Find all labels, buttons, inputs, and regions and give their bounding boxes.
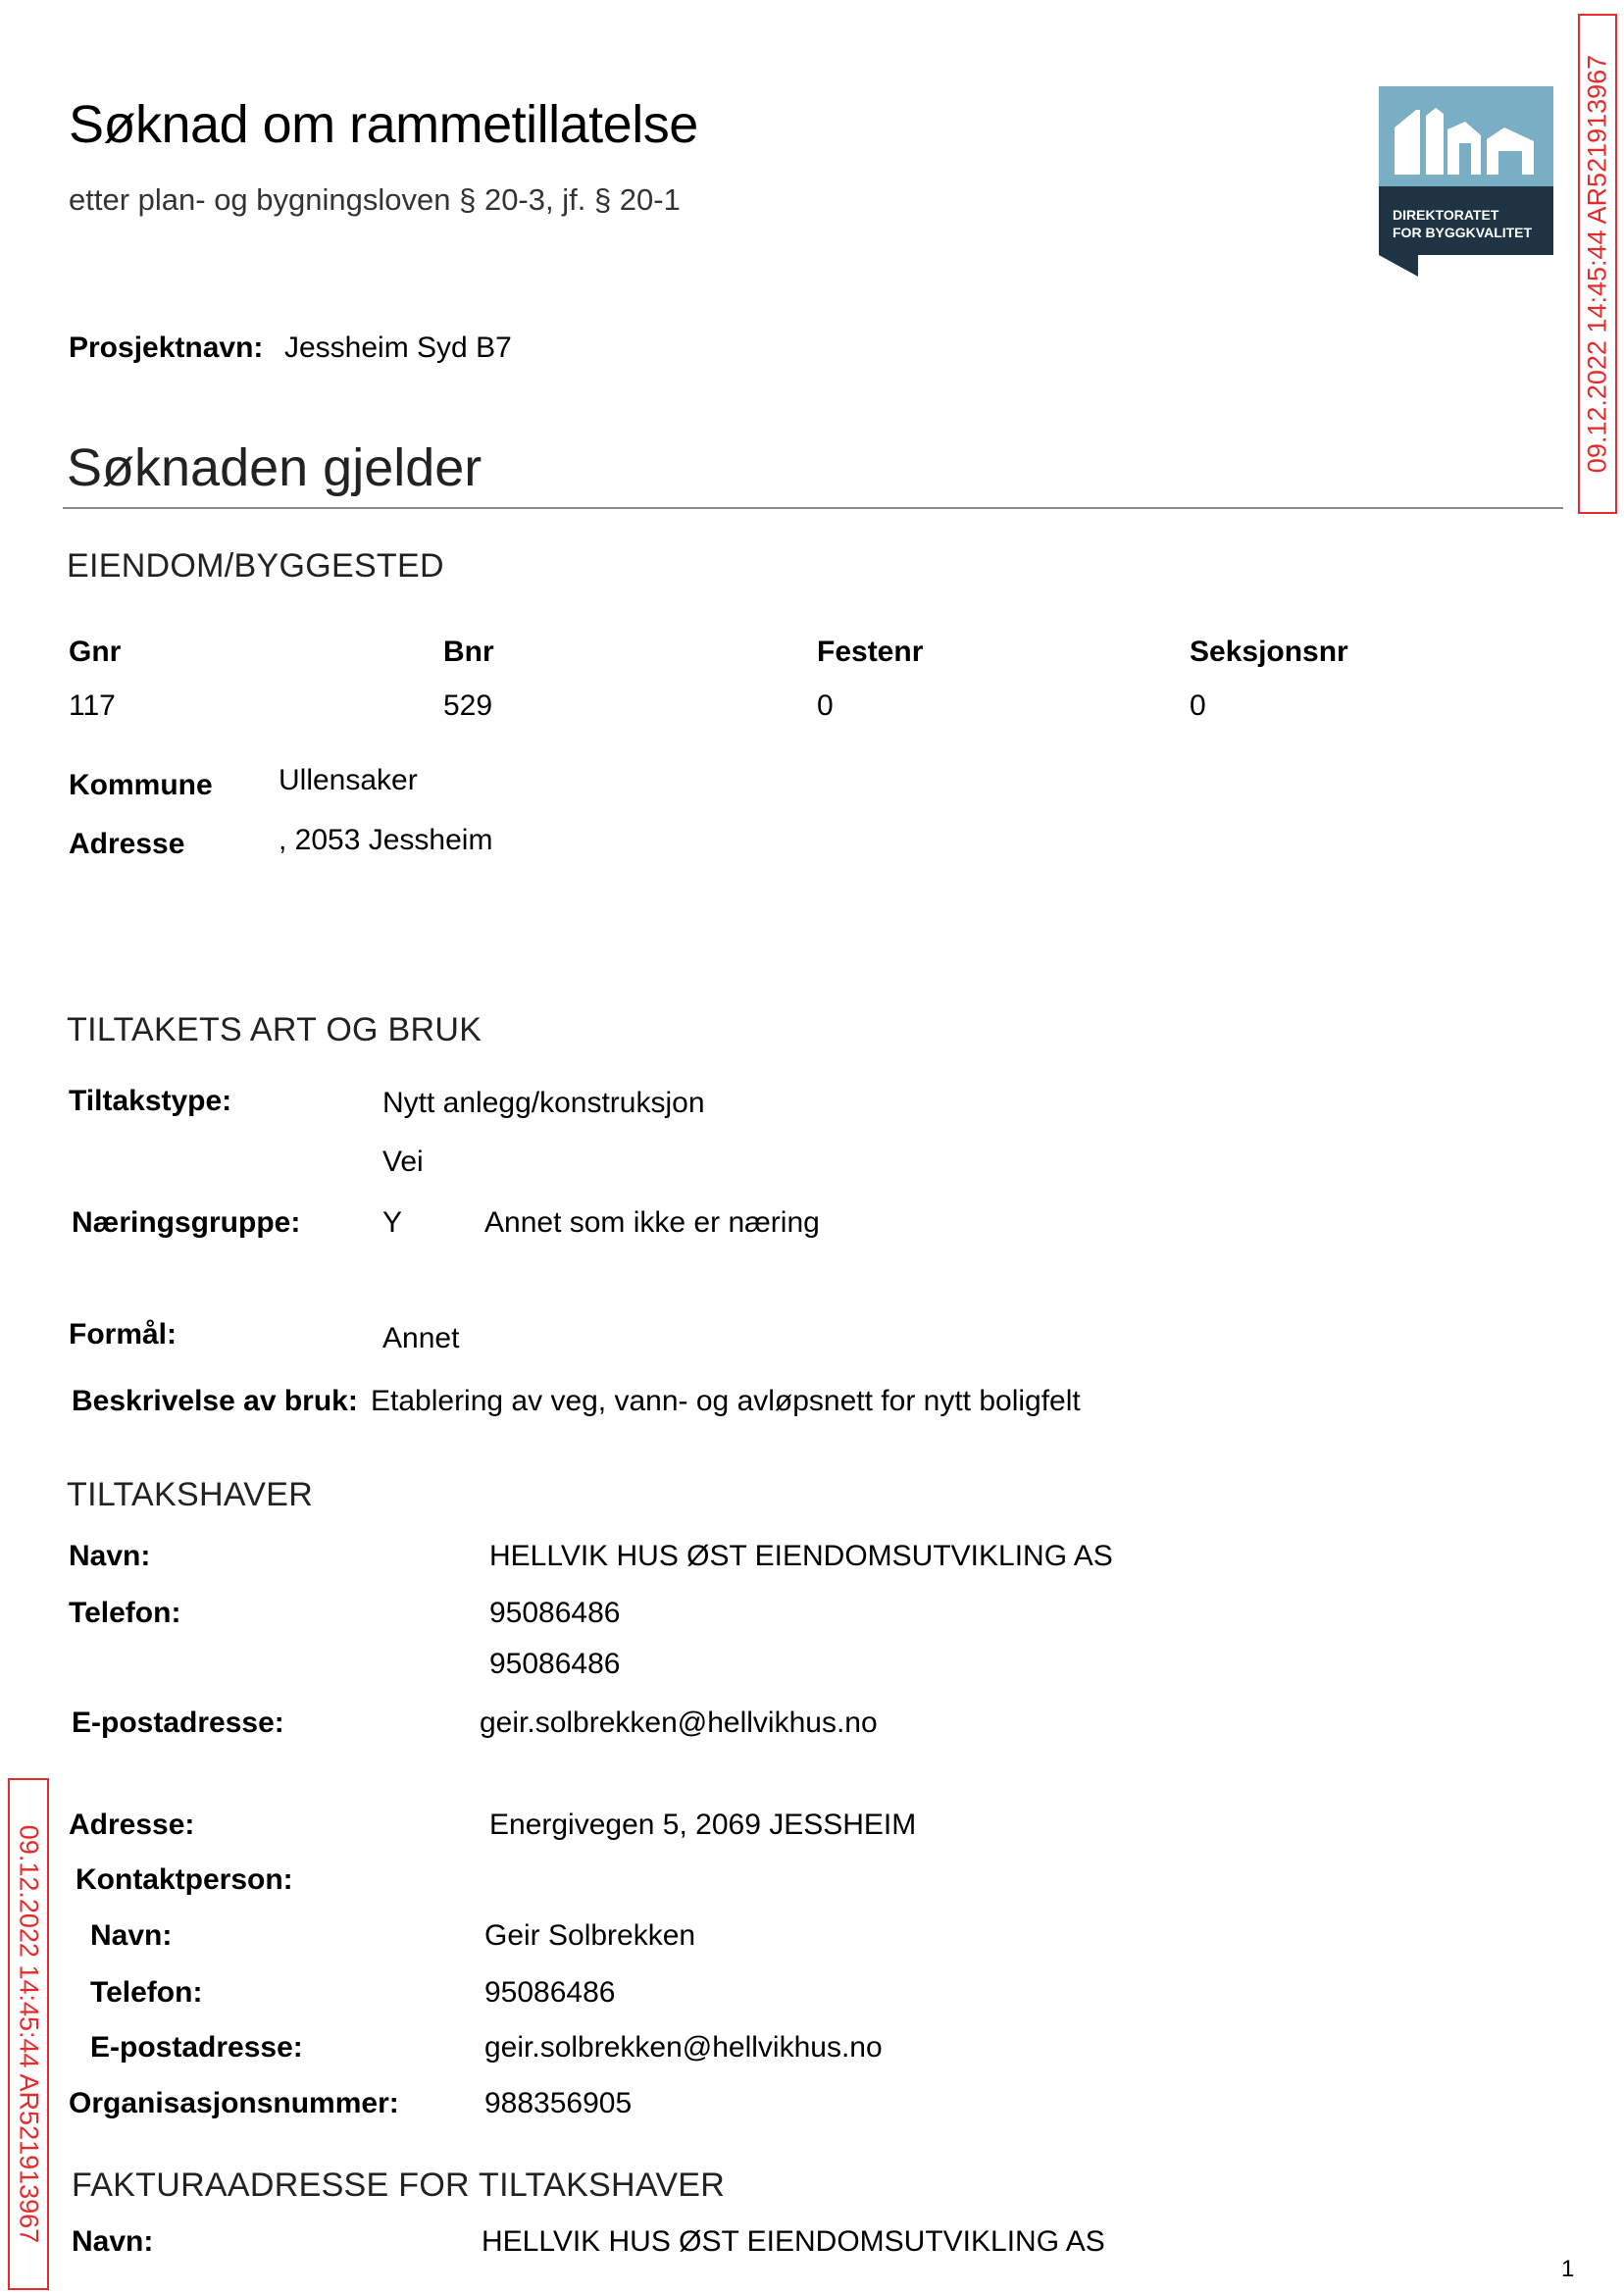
beskrivelse-label: Beskrivelse av bruk: — [72, 1385, 358, 1417]
adresse-label: Adresse — [69, 828, 185, 860]
dibk-logo-graphic — [1379, 86, 1553, 277]
kontaktperson-label: Kontaktperson: — [76, 1863, 293, 1896]
dibk-logo — [1379, 86, 1553, 277]
tiltakshaver-epost-value: geir.solbrekken@hellvikhus.no — [480, 1707, 878, 1739]
faktura-navn-value: HELLVIK HUS ØST EIENDOMSUTVIKLING AS — [482, 2225, 1105, 2258]
timestamp-stamp-right — [1578, 14, 1617, 514]
kommune-label: Kommune — [69, 769, 213, 801]
tiltakshaver-telefon-value-1: 95086486 — [489, 1597, 621, 1629]
naeringsgruppe-label: Næringsgruppe: — [72, 1206, 301, 1239]
tiltakshaver-navn-label: Navn: — [69, 1540, 151, 1572]
gnr-value: 117 — [69, 689, 116, 722]
seksjonsnr-value: 0 — [1190, 689, 1206, 722]
logo-text-line2: FOR BYGGKVALITET — [1393, 225, 1533, 240]
tiltakshaver-telefon-label: Telefon: — [69, 1597, 181, 1629]
tiltakshaver-adresse-label: Adresse: — [69, 1809, 195, 1841]
project-name-value: Jessheim Syd B7 — [284, 331, 512, 364]
festenr-value: 0 — [817, 689, 834, 722]
tiltakshaver-telefon-value-2: 95086486 — [489, 1648, 621, 1680]
faktura-navn-label: Navn: — [72, 2225, 154, 2258]
kontaktperson-telefon-label: Telefon: — [90, 1976, 203, 2009]
tiltakshaver-epost-label: E-postadresse: — [72, 1707, 284, 1739]
kommune-value: Ullensaker — [279, 764, 418, 796]
seksjonsnr-label: Seksjonsnr — [1190, 636, 1348, 668]
project-name-label: Prosjektnavn: — [69, 331, 264, 364]
section-heading-developer: TILTAKSHAVER — [67, 1476, 314, 1513]
festenr-label: Festenr — [817, 636, 924, 668]
kontaktperson-navn-value: Geir Solbrekken — [484, 1919, 696, 1952]
organisasjonsnummer-value: 988356905 — [484, 2087, 633, 2119]
naeringsgruppe-code: Y — [382, 1206, 403, 1239]
kontaktperson-navn-label: Navn: — [90, 1919, 173, 1952]
gnr-label: Gnr — [69, 636, 122, 668]
timestamp-stamp-left — [8, 1778, 49, 2290]
section-heading-property: EIENDOM/BYGGESTED — [67, 547, 444, 585]
beskrivelse-value: Etablering av veg, vann- og avløpsnett for nytt boligfelt — [371, 1385, 1081, 1417]
timestamp-text: 09.12.2022 14:45:44 AR521913967 — [1582, 54, 1612, 474]
kontaktperson-telefon-value: 95086486 — [484, 1976, 616, 2009]
tiltakstype-label: Tiltakstype: — [69, 1085, 232, 1117]
formal-label: Formål: — [69, 1318, 178, 1351]
page-number: 1 — [1561, 2256, 1575, 2282]
section-divider — [63, 507, 1563, 509]
formal-value: Annet — [382, 1322, 460, 1354]
kontaktperson-epost-value: geir.solbrekken@hellvikhus.no — [484, 2031, 883, 2064]
kontaktperson-epost-label: E-postadresse: — [90, 2031, 303, 2064]
organisasjonsnummer-label: Organisasjonsnummer: — [69, 2087, 399, 2119]
logo-text-line1: DIREKTORATET — [1393, 207, 1499, 223]
section-heading-measure: TILTAKETS ART OG BRUK — [67, 1011, 482, 1048]
tiltakstype-value-2: Vei — [382, 1146, 424, 1178]
tiltakshaver-navn-value: HELLVIK HUS ØST EIENDOMSUTVIKLING AS — [489, 1540, 1113, 1572]
adresse-value: , 2053 Jessheim — [279, 824, 493, 856]
timestamp-text: 09.12.2022 14:45:44 AR521913967 — [14, 1824, 44, 2244]
tiltakshaver-adresse-value: Energivegen 5, 2069 JESSHEIM — [489, 1809, 917, 1841]
naeringsgruppe-value: Annet som ikke er næring — [484, 1206, 820, 1239]
tiltakstype-value-1: Nytt anlegg/konstruksjon — [382, 1087, 705, 1119]
bnr-value: 529 — [443, 689, 493, 722]
bnr-label: Bnr — [443, 636, 494, 668]
document-title: Søknad om rammetillatelse — [69, 95, 698, 154]
document-subtitle: etter plan- og bygningsloven § 20-3, jf. § 20-1 — [69, 182, 681, 217]
section-heading-invoice: FAKTURAADRESSE FOR TILTAKSHAVER — [72, 2167, 726, 2204]
section-title-application: Søknaden gjelder — [67, 438, 482, 497]
